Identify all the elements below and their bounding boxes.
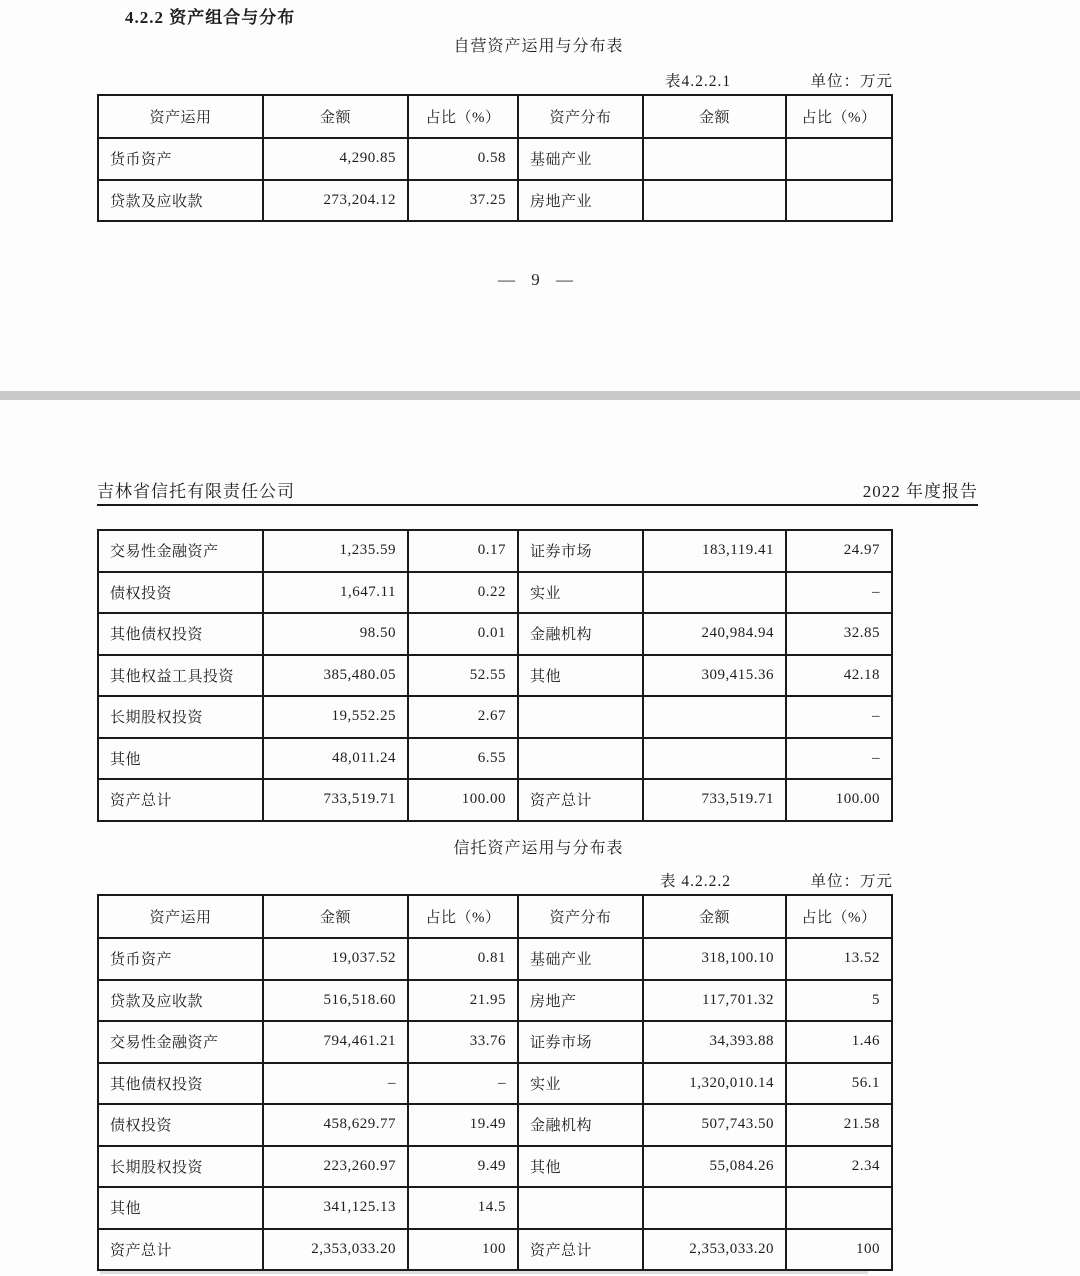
table-header-row [98,95,892,138]
table-cell: 基础产业 [518,138,643,180]
table-cell: 货币资产 [98,938,263,980]
table-cell: 24.97 [786,530,892,572]
column-header: 金额 [263,895,408,938]
table-cell: 733,519.71 [263,779,408,821]
table-cell: 32.85 [786,613,892,655]
trust-assets-table [97,894,893,1271]
table-cell: 实业 [518,572,643,614]
table-cell: 0.58 [408,138,518,180]
table-row [98,180,892,222]
table-cell: 273,204.12 [263,180,408,222]
table-cell: 19.49 [408,1104,518,1146]
table-cell: – [786,696,892,738]
table-cell: 2,353,033.20 [263,1229,408,1271]
table-cell [643,696,786,738]
table-cell: 交易性金融资产 [98,530,263,572]
table-cell: 34,393.88 [643,1021,786,1063]
table-cell: 0.22 [408,572,518,614]
header-report-title: 2022 年度报告 [862,482,978,501]
table-row [98,138,892,180]
table-cell [643,572,786,614]
table-cell: 318,100.10 [643,938,786,980]
table-cell: 341,125.13 [263,1187,408,1229]
table-row [98,530,892,572]
table-cell: 资产总计 [98,779,263,821]
table-cell: 55,084.26 [643,1146,786,1188]
table-cell: 债权投资 [98,1104,263,1146]
table-cell: 794,461.21 [263,1021,408,1063]
table-cell: 42.18 [786,655,892,697]
column-header: 资产运用 [98,95,263,138]
section-heading: 4.2.2 资产组合与分布 [125,8,296,27]
table-cell: 100 [408,1229,518,1271]
table-cell: 458,629.77 [263,1104,408,1146]
table-row [98,1229,892,1271]
table-cell: 房地产业 [518,180,643,222]
table-row [98,655,892,697]
table-cell: 4,290.85 [263,138,408,180]
table-row [98,1146,892,1188]
table-cell: 1,647.11 [263,572,408,614]
header-rule [97,504,978,506]
table-cell: 100.00 [408,779,518,821]
table-cell: 基础产业 [518,938,643,980]
table-row [98,938,892,980]
table-cell: 9.49 [408,1146,518,1188]
table-cell: 资产总计 [98,1229,263,1271]
table-row [98,738,892,780]
table-cell: 货币资产 [98,138,263,180]
table-cell: 21.58 [786,1104,892,1146]
table-cell: 其他 [98,738,263,780]
table-row [98,1021,892,1063]
table-cell [643,180,786,222]
table-cell: 金融机构 [518,1104,643,1146]
table-cell: 52.55 [408,655,518,697]
table1-title: 自营资产运用与分布表 [453,38,624,55]
self-operated-assets-table-continued [97,529,893,822]
table-cell: 14.5 [408,1187,518,1229]
table-cell: 0.17 [408,530,518,572]
table-cell: 其他权益工具投资 [98,655,263,697]
table-cell [518,696,643,738]
table-cell: – [408,1063,518,1105]
table-row [98,1063,892,1105]
next-row-edge-artifact [100,1271,868,1274]
table-cell: 其他 [518,655,643,697]
table-row [98,613,892,655]
table1-unit-label: 单位：万元 [810,73,893,90]
table-cell: 19,552.25 [263,696,408,738]
table-cell: 其他 [98,1187,263,1229]
table-cell: 资产总计 [518,1229,643,1271]
table-cell: 长期股权投资 [98,696,263,738]
table-cell: 1,235.59 [263,530,408,572]
table-cell: 证券市场 [518,1021,643,1063]
table-row [98,696,892,738]
table-cell: 其他债权投资 [98,613,263,655]
table-cell: 309,415.36 [643,655,786,697]
table-cell: 资产总计 [518,779,643,821]
table-cell: 5 [786,980,892,1022]
table1-label: 表4.2.2.1 [665,73,732,90]
self-operated-assets-table [97,94,893,222]
table-cell: 19,037.52 [263,938,408,980]
table-row [98,980,892,1022]
column-header: 金额 [263,95,408,138]
table-cell: 240,984.94 [643,613,786,655]
column-header: 资产分布 [518,95,643,138]
table-cell: 贷款及应收款 [98,980,263,1022]
table-cell [786,180,892,222]
table-cell: – [786,738,892,780]
table-cell: 507,743.50 [643,1104,786,1146]
table-cell: 实业 [518,1063,643,1105]
table-cell [643,138,786,180]
table-cell: 0.01 [408,613,518,655]
table-cell [643,1187,786,1229]
table-cell: 贷款及应收款 [98,180,263,222]
table-cell [518,1187,643,1229]
table-cell: 2.34 [786,1146,892,1188]
table-row [98,1187,892,1229]
table-cell [643,738,786,780]
table-row [98,1104,892,1146]
table-cell: 交易性金融资产 [98,1021,263,1063]
table-cell: 33.76 [408,1021,518,1063]
table-cell: 117,701.32 [643,980,786,1022]
table-cell: 1,320,010.14 [643,1063,786,1105]
table-cell: 其他 [518,1146,643,1188]
table-cell: – [263,1063,408,1105]
table-cell: 48,011.24 [263,738,408,780]
table-cell: 13.52 [786,938,892,980]
table-cell: 1.46 [786,1021,892,1063]
column-header: 占比（%） [408,895,518,938]
data-table [97,529,893,822]
table-cell [518,738,643,780]
table-cell [786,138,892,180]
table2-unit-label: 单位：万元 [810,873,893,890]
table-row [98,779,892,821]
column-header: 占比（%） [786,95,892,138]
table-cell: 21.95 [408,980,518,1022]
table-cell: 100 [786,1229,892,1271]
table-cell: 2.67 [408,696,518,738]
column-header: 占比（%） [408,95,518,138]
table-cell: 证券市场 [518,530,643,572]
table-cell: 183,119.41 [643,530,786,572]
table-cell: 385,480.05 [263,655,408,697]
page-break-divider [0,391,1080,400]
table-cell: 债权投资 [98,572,263,614]
table-cell: 100.00 [786,779,892,821]
table-cell [786,1187,892,1229]
table-header-row [98,895,892,938]
table-cell: 2,353,033.20 [643,1229,786,1271]
table-cell: 0.81 [408,938,518,980]
table-cell: 6.55 [408,738,518,780]
column-header: 金额 [643,95,786,138]
table-cell: 56.1 [786,1063,892,1105]
data-table [97,894,893,1271]
data-table [97,94,893,222]
table-cell: 98.50 [263,613,408,655]
table-cell: 长期股权投资 [98,1146,263,1188]
table2-label: 表 4.2.2.2 [660,873,732,890]
table-cell: 223,260.97 [263,1146,408,1188]
header-company-name: 吉林省信托有限责任公司 [97,482,295,501]
table-cell: 516,518.60 [263,980,408,1022]
table-cell: 金融机构 [518,613,643,655]
table-cell: 其他债权投资 [98,1063,263,1105]
column-header: 金额 [643,895,786,938]
column-header: 占比（%） [786,895,892,938]
table2-title: 信托资产运用与分布表 [453,840,624,857]
column-header: 资产运用 [98,895,263,938]
table-cell: 733,519.71 [643,779,786,821]
table-cell: – [786,572,892,614]
table-row [98,572,892,614]
table-cell: 房地产 [518,980,643,1022]
page-number: — 9 — [498,270,579,289]
column-header: 资产分布 [518,895,643,938]
table-cell: 37.25 [408,180,518,222]
